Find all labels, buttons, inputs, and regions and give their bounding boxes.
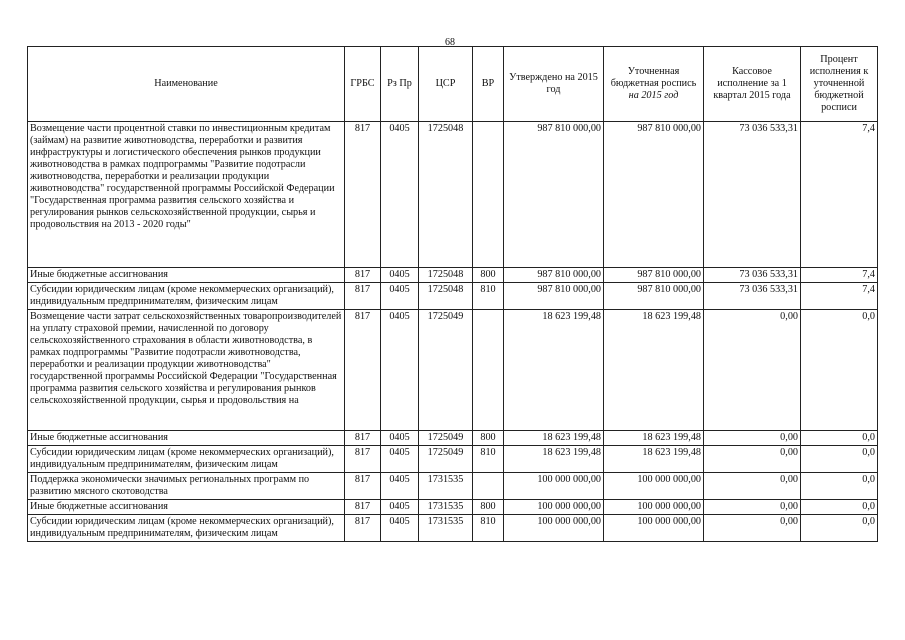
- table-row: [28, 515, 878, 542]
- cell-percent: 0,0: [801, 431, 878, 446]
- header-cash: Кассовое исполнение за 1 квартал 2015 года: [704, 47, 801, 122]
- cell-percent: 7,4: [801, 283, 878, 310]
- table-row: [28, 500, 878, 515]
- cell-approved: 18 623 199,48: [504, 446, 604, 473]
- cell-refined: 987 810 000,00: [604, 283, 704, 310]
- cell-csr: 1725048: [419, 122, 473, 268]
- table-row: [28, 310, 878, 431]
- table-row: [28, 446, 878, 473]
- cell-csr: 1725049: [419, 446, 473, 473]
- cell-cash: 73 036 533,31: [704, 268, 801, 283]
- cell-grbs: 817: [345, 515, 381, 542]
- cell-rz-pr: 0405: [381, 473, 419, 500]
- cell-vr: 800: [473, 268, 504, 283]
- cell-rz-pr: 0405: [381, 310, 419, 431]
- cell-refined: 18 623 199,48: [604, 446, 704, 473]
- cell-grbs: 817: [345, 310, 381, 431]
- header-refined: [604, 47, 704, 122]
- cell-approved: 18 623 199,48: [504, 310, 604, 431]
- cell-cash: 0,00: [704, 446, 801, 473]
- cell-grbs: 817: [345, 500, 381, 515]
- cell-name: Иные бюджетные ассигнования: [28, 431, 345, 446]
- cell-grbs: 817: [345, 283, 381, 310]
- cell-percent: 7,4: [801, 122, 878, 268]
- cell-name: Субсидии юридическим лицам (кроме некоммерческих организаций), индивидуальным предпринимателям, физическим лицам: [28, 515, 345, 542]
- cell-cash: 0,00: [704, 310, 801, 431]
- cell-refined: 100 000 000,00: [604, 515, 704, 542]
- cell-approved: 100 000 000,00: [504, 473, 604, 500]
- cell-grbs: 817: [345, 431, 381, 446]
- cell-cash: 73 036 533,31: [704, 283, 801, 310]
- header-approved: Утверждено на 2015 год: [504, 47, 604, 122]
- header-row: [28, 47, 878, 122]
- header-rz-pr: Рз Пр: [381, 47, 419, 122]
- cell-name: Субсидии юридическим лицам (кроме некоммерческих организаций), индивидуальным предпринимателям, физическим лицам: [28, 283, 345, 310]
- cell-refined: 100 000 000,00: [604, 473, 704, 500]
- cell-refined: 987 810 000,00: [604, 122, 704, 268]
- cell-name: Возмещение части процентной ставки по инвестиционным кредитам (займам) на развитие животноводства, переработки и развития инфраструктуры и логистического обеспечения рынков продукции животноводства в рамках подпрограммы "Развитие подотрасли животноводства, переработки и реализации продукции животноводства" государственной программы Российской Федерации "Государственная программа развития сельского хозяйства и регулирования рынков сельскохозяйственной продукции, сырья и продовольствия на 2013 - 2020 годы": [28, 122, 345, 268]
- cell-rz-pr: 0405: [381, 431, 419, 446]
- page-number: 68: [445, 37, 455, 48]
- header-percent: Процент исполнения к уточненной бюджетной росписи: [801, 47, 878, 122]
- cell-rz-pr: 0405: [381, 268, 419, 283]
- cell-approved: 987 810 000,00: [504, 283, 604, 310]
- cell-vr: 800: [473, 431, 504, 446]
- cell-csr: 1725049: [419, 431, 473, 446]
- header-refined-line1: Уточненная бюджетная роспись: [610, 66, 697, 89]
- cell-approved: 987 810 000,00: [504, 268, 604, 283]
- cell-vr: [473, 473, 504, 500]
- cell-percent: 7,4: [801, 268, 878, 283]
- cell-cash: 0,00: [704, 500, 801, 515]
- cell-csr: 1731535: [419, 515, 473, 542]
- cell-csr: 1731535: [419, 500, 473, 515]
- cell-approved: 987 810 000,00: [504, 122, 604, 268]
- cell-approved: 18 623 199,48: [504, 431, 604, 446]
- table-row: [28, 283, 878, 310]
- cell-refined: 18 623 199,48: [604, 310, 704, 431]
- cell-approved: 100 000 000,00: [504, 515, 604, 542]
- cell-name: Иные бюджетные ассигнования: [28, 268, 345, 283]
- cell-grbs: 817: [345, 473, 381, 500]
- cell-vr: [473, 310, 504, 431]
- header-refined-line2: на 2015 год: [628, 90, 679, 101]
- table-row: [28, 431, 878, 446]
- cell-percent: 0,0: [801, 515, 878, 542]
- cell-rz-pr: 0405: [381, 446, 419, 473]
- cell-refined: 100 000 000,00: [604, 500, 704, 515]
- cell-vr: 810: [473, 446, 504, 473]
- table-row: [28, 473, 878, 500]
- cell-name: Иные бюджетные ассигнования: [28, 500, 345, 515]
- cell-csr: 1725049: [419, 310, 473, 431]
- cell-vr: 810: [473, 283, 504, 310]
- cell-cash: 73 036 533,31: [704, 122, 801, 268]
- cell-name: Субсидии юридическим лицам (кроме некоммерческих организаций), индивидуальным предпринимателям, физическим лицам: [28, 446, 345, 473]
- cell-refined: 18 623 199,48: [604, 431, 704, 446]
- cell-name: Возмещение части затрат сельскохозяйственных товаропроизводителей на уплату страховой премии, начисленной по договору сельскохозяйственного страхования в области животноводства, в рамках подпрограммы "Развитие подотрасли животноводства, переработки и реализации продукции животноводства" государственной программы Российской Федерации "Государственная программа развития сельского хозяйства и регулирования рынков сельскохозяйственной продукции, сырья и продовольствия на: [28, 310, 345, 431]
- table-row: [28, 268, 878, 283]
- cell-grbs: 817: [345, 268, 381, 283]
- cell-csr: 1731535: [419, 473, 473, 500]
- header-csr: ЦСР: [419, 47, 473, 122]
- cell-refined: 987 810 000,00: [604, 268, 704, 283]
- cell-percent: 0,0: [801, 473, 878, 500]
- header-vr: ВР: [473, 47, 504, 122]
- table-row: [28, 122, 878, 268]
- cell-percent: 0,0: [801, 500, 878, 515]
- cell-approved: 100 000 000,00: [504, 500, 604, 515]
- cell-name: Поддержка экономически значимых региональных программ по развитию мясного скотоводства: [28, 473, 345, 500]
- cell-cash: 0,00: [704, 431, 801, 446]
- cell-csr: 1725048: [419, 268, 473, 283]
- cell-rz-pr: 0405: [381, 515, 419, 542]
- header-name: Наименование: [28, 47, 345, 122]
- cell-cash: 0,00: [704, 473, 801, 500]
- cell-rz-pr: 0405: [381, 283, 419, 310]
- cell-vr: [473, 122, 504, 268]
- cell-rz-pr: 0405: [381, 500, 419, 515]
- cell-cash: 0,00: [704, 515, 801, 542]
- cell-grbs: 817: [345, 446, 381, 473]
- cell-percent: 0,0: [801, 310, 878, 431]
- cell-grbs: 817: [345, 122, 381, 268]
- cell-vr: 800: [473, 500, 504, 515]
- budget-table: [27, 46, 878, 542]
- cell-rz-pr: 0405: [381, 122, 419, 268]
- cell-vr: 810: [473, 515, 504, 542]
- cell-percent: 0,0: [801, 446, 878, 473]
- header-grbs: ГРБС: [345, 47, 381, 122]
- cell-csr: 1725048: [419, 283, 473, 310]
